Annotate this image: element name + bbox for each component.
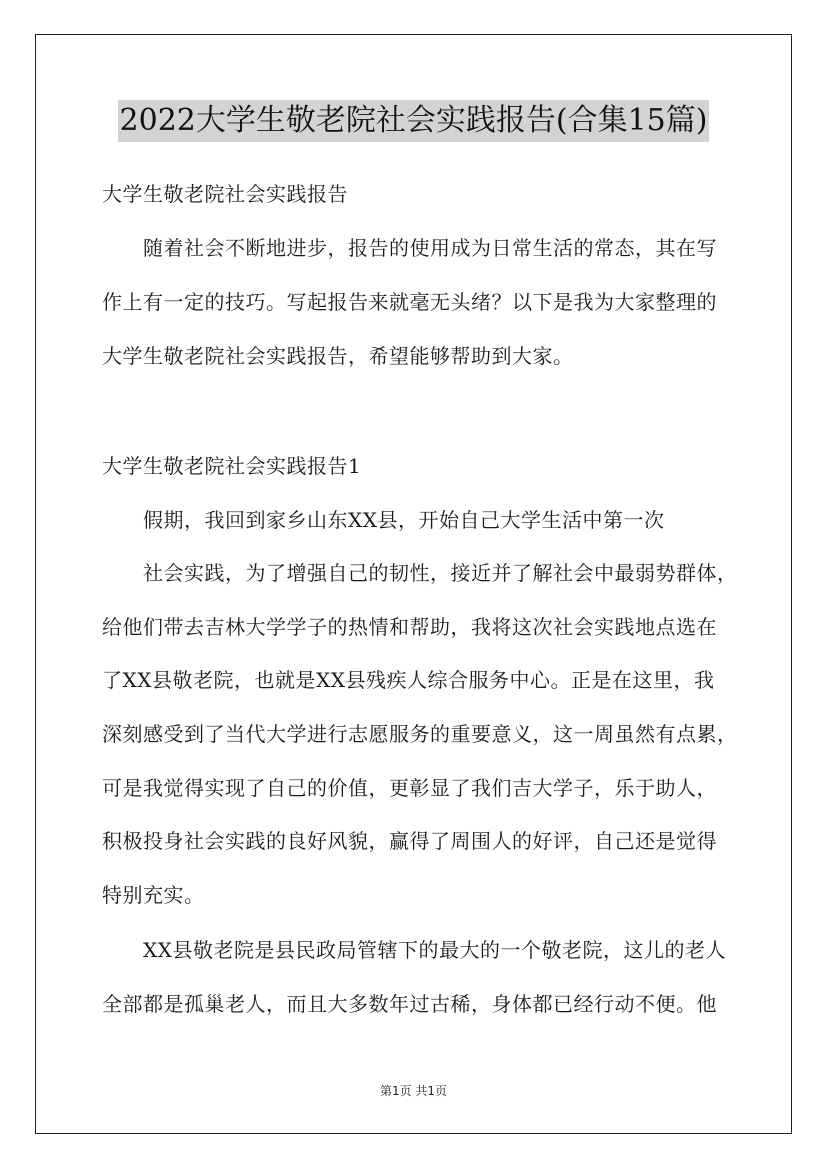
document-title: 2022大学生敬老院社会实践报告(合集15篇) xyxy=(118,100,710,142)
page-number: 第1页 共1页 xyxy=(379,1084,448,1098)
body-line: 了XX县敬老院，也就是XX县残疾人综合服务中心。正是在这里，我 xyxy=(102,668,715,692)
body-line: 深刻感受到了当代大学进行志愿服务的重要意义，这一周虽然有点累， xyxy=(102,722,738,746)
body-line: 可是我觉得实现了自己的价值，更彰显了我们吉大学子，乐于助人， xyxy=(102,776,717,800)
body-line: XX县敬老院是县民政局管辖下的最大的一个敬老院，这儿的老人 xyxy=(143,938,726,962)
body-line: 社会实践，为了增强自己的韧性，接近并了解社会中最弱势群体， xyxy=(143,561,738,585)
intro-line: 作上有一定的技巧。写起报告来就毫无头绪？以下是我为大家整理的 xyxy=(102,290,717,314)
body-line: 全部都是孤巢老人，而且大多数年过古稀，身体都已经行动不便。他 xyxy=(102,992,717,1016)
section-heading: 大学生敬老院社会实践报告1 xyxy=(102,454,362,478)
body-line: 特别充实。 xyxy=(102,883,205,907)
body-line: 积极投身社会实践的良好风貌，赢得了周围人的好评，自己还是觉得 xyxy=(102,829,717,853)
intro-line: 大学生敬老院社会实践报告，希望能够帮助到大家。 xyxy=(102,344,574,368)
body-line: 假期，我回到家乡山东XX县，开始自己大学生活中第一次 xyxy=(143,508,665,532)
intro-line: 随着社会不断地进步，报告的使用成为日常生活的常态，其在写 xyxy=(143,236,717,260)
body-line: 给他们带去吉林大学学子的热情和帮助，我将这次社会实践地点选在 xyxy=(102,615,717,639)
title-container xyxy=(0,100,827,142)
subtitle: 大学生敬老院社会实践报告 xyxy=(102,182,348,206)
